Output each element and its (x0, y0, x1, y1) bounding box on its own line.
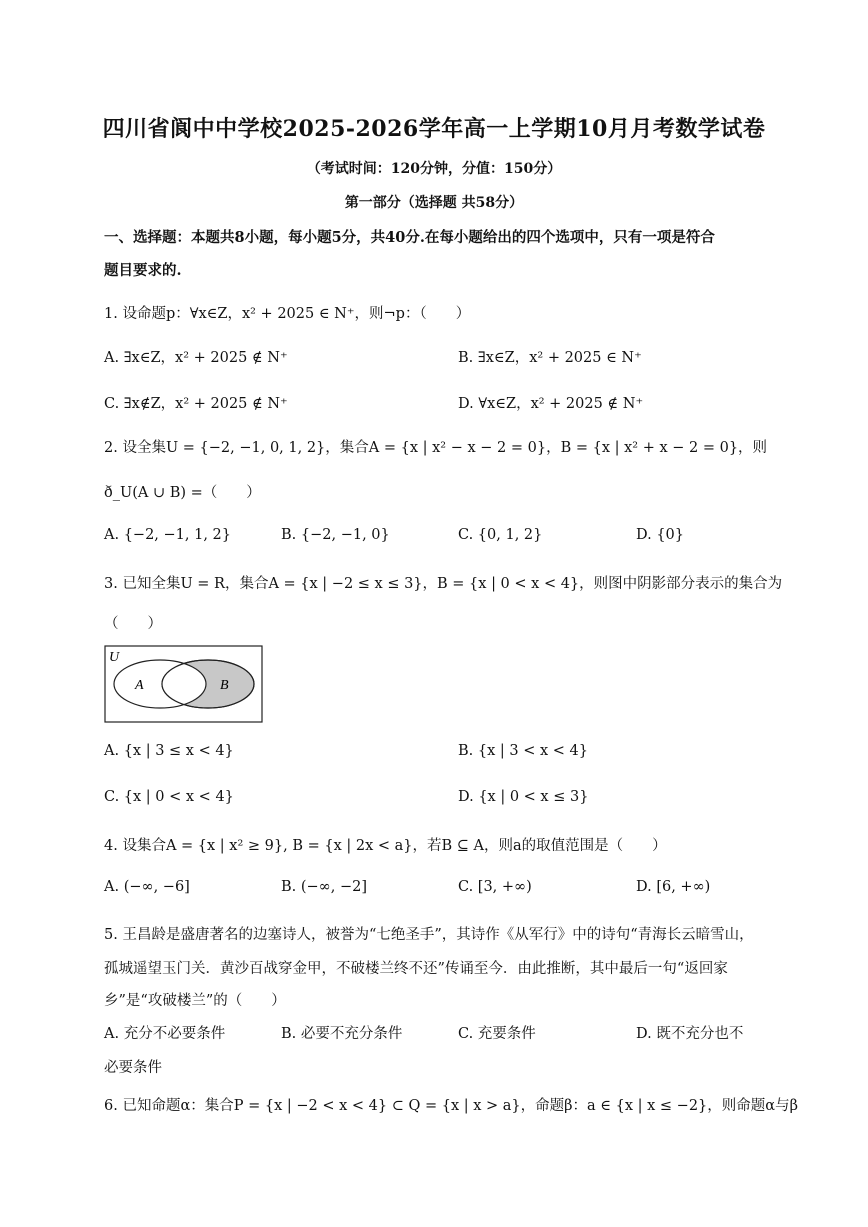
q2-option-c: C. {0, 1, 2} (458, 527, 543, 543)
exam-info: （考试时间：120分钟，分值：150分） (306, 161, 562, 177)
q5-option-a: A. 充分不必要条件 (104, 1026, 226, 1042)
q1-option-a: A. ∃x∈Z，x² + 2025 ∉ N⁺ (104, 350, 288, 366)
q4-option-a: A. (−∞, −6] (104, 879, 190, 895)
q5-stem-line2: 孤城遥望玉门关．黄沙百战穿金甲，不破楼兰终不还”传诵至今．由此推断，其中最后一句“返回家 (104, 961, 728, 977)
q5-option-c: C. 充要条件 (458, 1026, 536, 1042)
q5-option-b: B. 必要不充分条件 (281, 1026, 403, 1042)
q5-option-d-continued: 必要条件 (104, 1060, 162, 1076)
q4-stem: 4. 设集合A = {x | x² ≥ 9}, B = {x | 2x < a}，若B ⊆ A，则a的取值范围是（ ） (104, 838, 667, 854)
q2-option-d: D. {0} (636, 527, 685, 543)
venn-label-a: A (135, 678, 144, 693)
q3-stem: 3. 已知全集U = R，集合A = {x | −2 ≤ x ≤ 3}，B = {x | 0 < x < 4}，则图中阴影部分表示的集合为 (104, 576, 783, 592)
q1-stem: 1. 设命题p：∀x∈Z，x² + 2025 ∈ N⁺，则¬p：（ ） (104, 306, 471, 322)
q1-option-b: B. ∃x∈Z，x² + 2025 ∈ N⁺ (458, 350, 642, 366)
q3-option-a: A. {x | 3 ≤ x < 4} (104, 743, 234, 759)
exam-title: 四川省阆中中学校2025-2026学年高一上学期10月月考数学试卷 (102, 116, 766, 142)
q4-option-b: B. (−∞, −2] (281, 879, 368, 895)
q2-option-a: A. {−2, −1, 1, 2} (104, 527, 231, 543)
part-heading: 第一部分（选择题 共58分） (344, 195, 524, 211)
venn-label-b: B (220, 678, 229, 693)
q2-stem-continued: ð_U(A ∪ B) =（ ） (104, 485, 261, 501)
q4-option-d: D. [6, +∞) (636, 879, 711, 895)
q5-stem-line3: 乡”是“攻破楼兰”的（ ） (104, 993, 286, 1009)
venn-label-u: U (109, 650, 120, 665)
q3-stem-continued: （ ） (104, 616, 162, 632)
section-instructions-line1: 一、选择题：本题共8小题，每小题5分，共40分.在每小题给出的四个选项中，只有一项是符合 (104, 229, 715, 246)
q5-stem-line1: 5. 王昌龄是盛唐著名的边塞诗人，被誉为“七绝圣手”，其诗作《从军行》中的诗句“青海长云暗雪山， (104, 927, 754, 943)
q1-option-d: D. ∀x∈Z，x² + 2025 ∉ N⁺ (458, 396, 644, 412)
section-instructions-line2: 题目要求的. (104, 262, 182, 279)
q1-option-c: C. ∃x∉Z，x² + 2025 ∉ N⁺ (104, 396, 288, 412)
q5-option-d: D. 既不充分也不 (636, 1026, 744, 1042)
q4-option-c: C. [3, +∞) (458, 879, 532, 895)
q6-stem: 6. 已知命题α：集合P = {x | −2 < x < 4} ⊂ Q = {x | x > a}，命题β：a ∈ {x | x ≤ −2}，则命题α与β (104, 1098, 798, 1114)
q3-option-b: B. {x | 3 < x < 4} (458, 743, 588, 759)
q2-stem: 2. 设全集U = {−2, −1, 0, 1, 2}，集合A = {x | x² − x − 2 = 0}，B = {x | x² + x − 2 = 0}，则 (104, 440, 768, 456)
q3-option-d: D. {x | 0 < x ≤ 3} (458, 789, 589, 805)
q2-option-b: B. {−2, −1, 0} (281, 527, 390, 543)
venn-diagram (104, 645, 264, 725)
q3-option-c: C. {x | 0 < x < 4} (104, 789, 234, 805)
